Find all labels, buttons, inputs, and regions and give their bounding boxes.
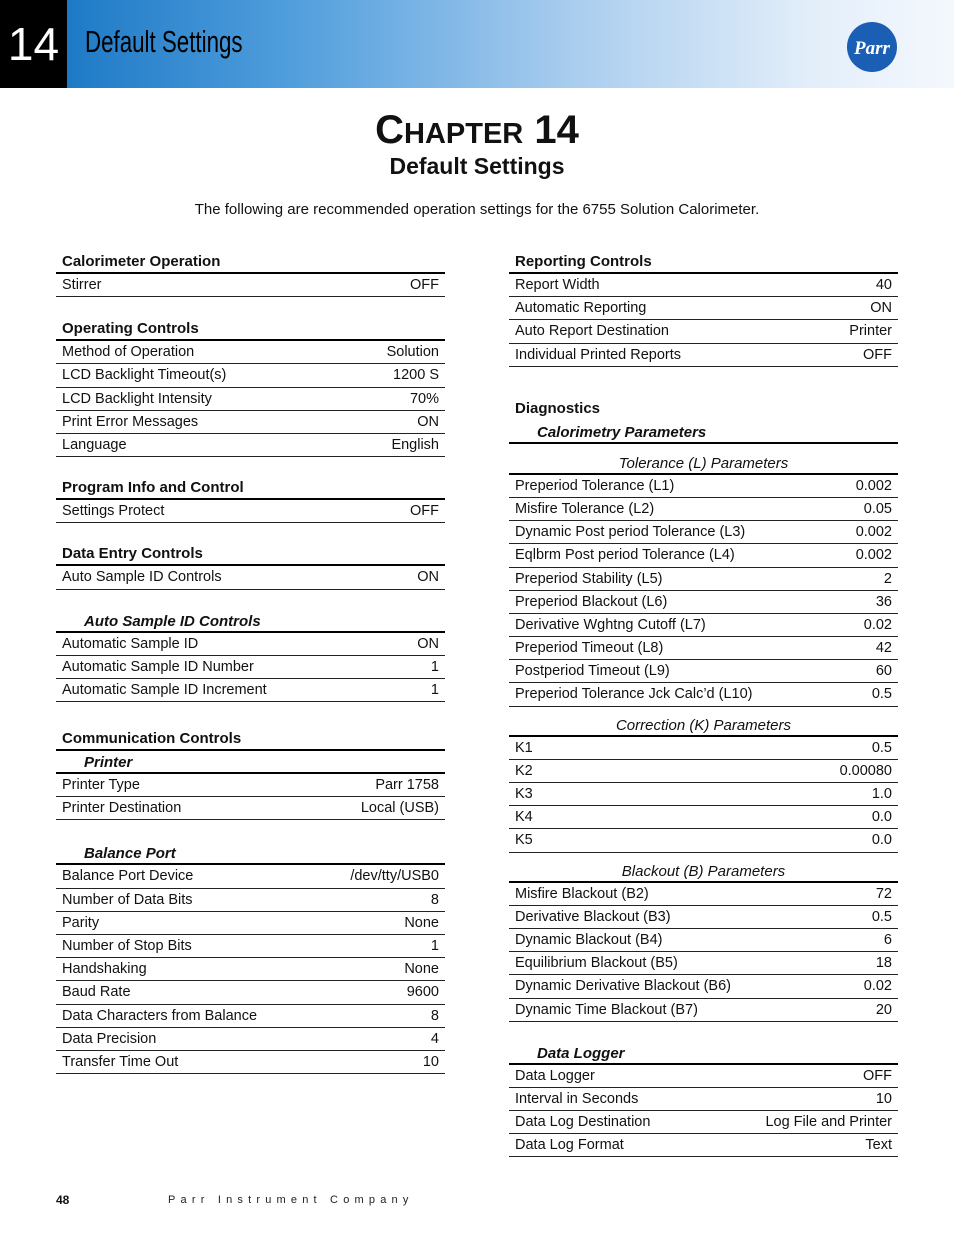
blackout-table <box>509 883 898 1022</box>
setting-value: 10 <box>422 1053 439 1070</box>
setting-label: Preperiod Tolerance Jck Calc’d (L10) <box>515 686 753 703</box>
setting-label: Handshaking <box>62 961 147 978</box>
chapter-number-box: 14 <box>0 0 67 88</box>
setting-label: Automatic Reporting <box>515 300 647 317</box>
setting-label: K2 <box>515 762 533 779</box>
auto-sample-id-table <box>56 633 445 703</box>
table-row <box>509 498 898 521</box>
setting-label: K5 <box>515 832 533 849</box>
balance-port-table <box>56 865 445 1074</box>
setting-label: Method of Operation <box>62 344 195 361</box>
setting-value: 0.02 <box>863 978 892 995</box>
table-row <box>509 591 898 614</box>
setting-label: Balance Port Device <box>62 868 194 885</box>
header-title: Default Settings <box>85 24 243 59</box>
table-row <box>56 797 445 820</box>
table-row <box>509 297 898 320</box>
setting-label: Preperiod Timeout (L8) <box>515 640 664 657</box>
setting-label: Data Logger <box>515 1067 595 1084</box>
setting-value: Printer <box>849 323 892 340</box>
group-title-tolerance: Tolerance (L) Parameters <box>509 452 898 475</box>
setting-value: 0.5 <box>871 908 892 925</box>
setting-value: 0.05 <box>863 500 892 517</box>
table-row <box>56 500 445 523</box>
section-title-diagnostics: Diagnostics <box>515 399 601 417</box>
subsection-title-calorimetry: Calorimetry Parameters <box>509 421 898 444</box>
table-row <box>509 737 898 760</box>
setting-label: Dynamic Blackout (B4) <box>515 931 663 948</box>
table-row <box>56 633 445 656</box>
setting-label: Individual Printed Reports <box>515 346 682 363</box>
setting-value: OFF <box>863 346 892 363</box>
setting-label: Language <box>62 436 127 453</box>
setting-label: Automatic Sample ID Increment <box>62 681 267 698</box>
setting-value: OFF <box>410 277 439 293</box>
table-row <box>56 566 445 589</box>
setting-value: English <box>391 436 439 453</box>
setting-label: Dynamic Derivative Blackout (B6) <box>515 978 731 995</box>
setting-label: Auto Sample ID Controls <box>62 569 222 586</box>
table-row <box>509 274 898 297</box>
table-row <box>56 981 445 1004</box>
table-row <box>509 883 898 906</box>
table-row <box>56 774 445 797</box>
setting-label: LCD Backlight Timeout(s) <box>62 367 227 384</box>
setting-label: Data Log Destination <box>515 1114 651 1131</box>
setting-label: Automatic Sample ID <box>62 635 199 652</box>
setting-value: 0.0 <box>871 832 892 849</box>
chapter-heading <box>0 108 954 153</box>
setting-label: Data Characters from Balance <box>62 1007 258 1024</box>
table-row <box>56 364 445 387</box>
table-row <box>509 637 898 660</box>
setting-value: 42 <box>875 640 892 657</box>
table-row <box>56 656 445 679</box>
section-title-program-info: Program Info and Control <box>56 478 445 500</box>
subsection-title-printer: Printer <box>56 751 445 774</box>
setting-label: Report Width <box>515 277 600 293</box>
data-logger-table <box>509 1065 898 1158</box>
setting-label: K4 <box>515 809 533 826</box>
table-row <box>509 1111 898 1134</box>
table-row <box>56 1005 445 1028</box>
table-row <box>56 1028 445 1051</box>
program-info-table <box>56 500 445 523</box>
table-row <box>509 952 898 975</box>
subsection-title-data-logger: Data Logger <box>509 1042 898 1065</box>
setting-label: Settings Protect <box>62 503 165 520</box>
page-number: 48 <box>56 1193 70 1207</box>
setting-label: LCD Backlight Intensity <box>62 390 212 407</box>
setting-value: 0.0 <box>871 809 892 826</box>
setting-value: 36 <box>875 593 892 610</box>
setting-value: 0.5 <box>871 686 892 703</box>
reporting-table <box>509 274 898 367</box>
setting-label: Misfire Blackout (B2) <box>515 885 649 902</box>
table-row <box>509 806 898 829</box>
group-title-correction: Correction (K) Parameters <box>509 714 898 737</box>
table-row <box>56 865 445 888</box>
setting-value: Solution <box>386 344 439 361</box>
section-title-reporting: Reporting Controls <box>509 252 898 274</box>
setting-value: 20 <box>875 1001 892 1018</box>
table-row <box>509 829 898 852</box>
setting-value: OFF <box>863 1067 892 1084</box>
table-row <box>56 889 445 912</box>
operating-controls-table <box>56 341 445 457</box>
table-row <box>509 975 898 998</box>
setting-value: 0.002 <box>855 547 892 564</box>
setting-value: ON <box>417 413 439 430</box>
setting-value: ON <box>870 300 892 317</box>
setting-label: Preperiod Stability (L5) <box>515 570 663 587</box>
table-row <box>509 475 898 498</box>
table-row <box>56 274 445 297</box>
tolerance-table <box>509 475 898 707</box>
setting-value: 1 <box>430 681 439 698</box>
setting-label: Stirrer <box>62 277 102 293</box>
table-row <box>56 679 445 702</box>
setting-label: Preperiod Blackout (L6) <box>515 593 668 610</box>
calorimeter-operation-table <box>56 274 445 297</box>
setting-label: Equilibrium Blackout (B5) <box>515 955 678 972</box>
setting-value: 8 <box>430 1007 439 1024</box>
section-title-data-entry: Data Entry Controls <box>56 544 445 566</box>
setting-label: Transfer Time Out <box>62 1053 179 1070</box>
setting-value: 0.02 <box>863 616 892 633</box>
chapter-label-first: C <box>375 108 405 152</box>
setting-label: Dynamic Time Blackout (B7) <box>515 1001 698 1018</box>
setting-value: Local (USB) <box>360 800 439 817</box>
setting-label: Misfire Tolerance (L2) <box>515 500 655 517</box>
setting-label: Preperiod Tolerance (L1) <box>515 477 675 494</box>
setting-value: 2 <box>883 570 892 587</box>
setting-value: 8 <box>430 891 439 908</box>
header-banner <box>0 0 954 88</box>
setting-label: Automatic Sample ID Number <box>62 658 254 675</box>
setting-label: Derivative Wghtng Cutoff (L7) <box>515 616 706 633</box>
setting-value: 0.5 <box>871 739 892 756</box>
table-row <box>509 929 898 952</box>
table-row <box>509 544 898 567</box>
setting-label: K1 <box>515 739 533 756</box>
setting-label: K3 <box>515 786 533 802</box>
setting-label: Parity <box>62 914 100 931</box>
table-row <box>509 1065 898 1088</box>
setting-label: Auto Report Destination <box>515 323 669 340</box>
setting-value: 0.00080 <box>839 762 892 779</box>
setting-label: Printer Destination <box>62 800 182 817</box>
intro-text: The following are recommended operation settings for the 6755 Solution Calorimeter. <box>194 201 760 218</box>
chapter-subtitle: Default Settings <box>389 153 565 179</box>
setting-value: None <box>404 914 439 931</box>
setting-value: 9600 <box>406 984 439 1001</box>
table-row <box>509 568 898 591</box>
setting-value: 18 <box>875 955 892 972</box>
table-row <box>509 660 898 683</box>
table-row <box>509 344 898 367</box>
setting-value: 1 <box>430 658 439 675</box>
table-row <box>509 906 898 929</box>
group-title-blackout: Blackout (B) Parameters <box>509 860 898 883</box>
setting-label: Number of Stop Bits <box>62 938 192 954</box>
table-row <box>509 1088 898 1111</box>
section-title-operating-controls: Operating Controls <box>56 319 445 341</box>
setting-label: Printer Type <box>62 777 140 794</box>
setting-value: ON <box>417 569 439 586</box>
setting-label: Number of Data Bits <box>62 891 193 908</box>
section-title-calorimeter-operation: Calorimeter Operation <box>56 252 445 274</box>
setting-label: Data Precision <box>62 1030 157 1047</box>
table-row <box>509 683 898 706</box>
setting-value: Parr 1758 <box>375 777 439 794</box>
setting-value: 6 <box>883 931 892 948</box>
setting-value: 1 <box>430 938 439 954</box>
table-row <box>509 999 898 1022</box>
left-column <box>56 252 445 1074</box>
setting-label: Eqlbrm Post period Tolerance (L4) <box>515 547 735 564</box>
setting-label: Baud Rate <box>62 984 131 1001</box>
setting-value: /dev/tty/USB0 <box>350 868 439 885</box>
data-entry-table <box>56 566 445 589</box>
table-row <box>56 388 445 411</box>
section-title-communication: Communication Controls <box>56 729 445 751</box>
setting-label: Postperiod Timeout (L9) <box>515 663 670 680</box>
chapter-number: 14 <box>534 108 579 152</box>
setting-value: 40 <box>875 277 892 293</box>
table-row <box>509 783 898 806</box>
table-row <box>509 320 898 343</box>
setting-value: 0.002 <box>855 477 892 494</box>
table-row <box>56 935 445 958</box>
subsection-title-balance-port: Balance Port <box>56 842 445 865</box>
setting-value: 70% <box>409 390 439 407</box>
setting-value: OFF <box>410 503 439 520</box>
chapter-label-rest: HAPTER <box>404 118 524 150</box>
setting-value: 60 <box>875 663 892 680</box>
setting-value: 1200 S <box>393 367 439 384</box>
footer-company: Parr Instrument Company <box>168 1194 414 1206</box>
table-row <box>56 1051 445 1074</box>
setting-value: 72 <box>875 885 892 902</box>
setting-value: Text <box>865 1137 892 1154</box>
table-row <box>56 912 445 935</box>
setting-label: Print Error Messages <box>62 413 199 430</box>
table-row <box>56 411 445 434</box>
table-row <box>509 521 898 544</box>
subsection-title-auto-sample-id: Auto Sample ID Controls <box>56 610 445 633</box>
setting-value: None <box>404 961 439 978</box>
setting-label: Interval in Seconds <box>515 1090 639 1107</box>
parr-logo <box>845 21 899 73</box>
setting-value: 4 <box>430 1030 439 1047</box>
setting-value: 10 <box>875 1090 892 1107</box>
parr-logo-text: Parr <box>854 38 890 59</box>
table-row <box>56 434 445 457</box>
setting-label: Data Log Format <box>515 1137 624 1154</box>
setting-value: 0.002 <box>855 524 892 541</box>
setting-value: Log File and Printer <box>765 1114 892 1131</box>
table-row <box>509 760 898 783</box>
setting-value: 1.0 <box>871 786 892 802</box>
setting-value: ON <box>417 635 439 652</box>
setting-label: Dynamic Post period Tolerance (L3) <box>515 524 746 541</box>
table-row <box>56 341 445 364</box>
table-row <box>509 1134 898 1157</box>
table-row <box>509 614 898 637</box>
table-row <box>56 958 445 981</box>
correction-table <box>509 737 898 853</box>
setting-label: Derivative Blackout (B3) <box>515 908 671 925</box>
printer-table <box>56 774 445 820</box>
right-column <box>509 252 898 1157</box>
